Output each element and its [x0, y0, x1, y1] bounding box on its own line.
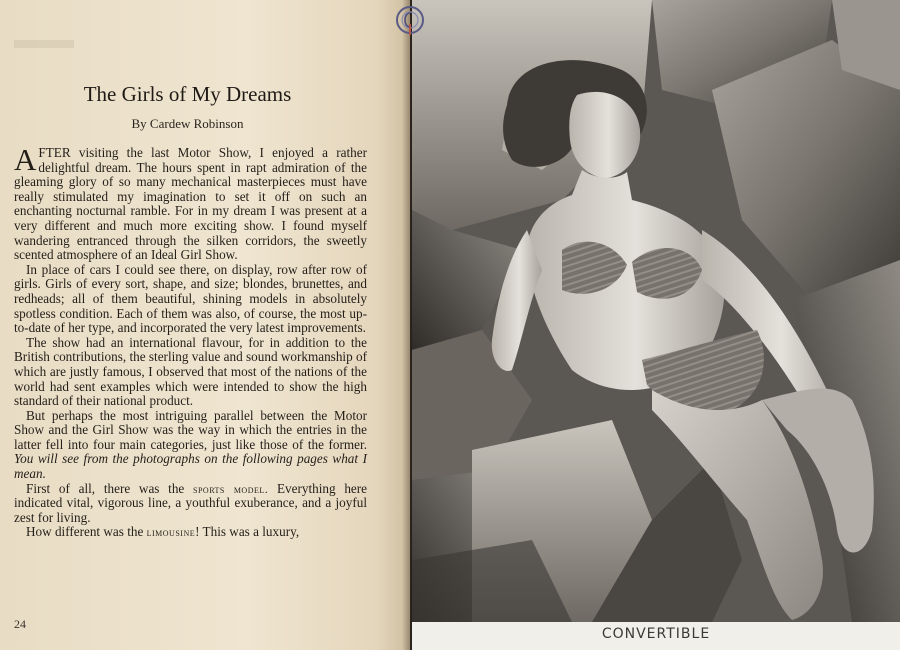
- paragraph-3: The show had an international flavour, for in addition to the British contributions, the sterling value and sound workmanship of which are justly famous, I observed that most of the nations of the world had sent examples which were intended to show the high standard of their national product.: [14, 334, 367, 409]
- sports-model-term: sports model.: [193, 481, 269, 496]
- paragraph-1-text: FTER visiting the last Motor Show, I enjoyed a rather delightful dream. The hours spent in rapt admiration of the gleaming glory of so many mechanical masterpieces must have really stimulated my imagination to set it off on such an enchanting nocturnal ramble. For in my dream I was present at a very different and much more exciting show. I found myself wandering entranced through the silken corridors, the sweetly scented atmosphere of an Ideal Girl Show.: [14, 145, 367, 263]
- paragraph-4-italic: You will see from the photographs on the following pages what I mean.: [14, 451, 367, 482]
- paragraph-5: [14, 482, 367, 526]
- right-page: [412, 0, 900, 650]
- stamp-icon: [394, 4, 426, 36]
- paragraph-5-after: Everything here indicated vital, vigorous line, a youthful exuberance, and a joyful zest for living.: [14, 480, 368, 525]
- paragraph-2: In place of cars I could see there, on display, row after row of girls. Girls of every sort, shape, and size; blondes, brunettes, and redheads; all of them beautiful, shining models in absolutely spotless condition. Each of them was also, of course, the most up-to-date of her type, and incorporated the very latest improvements.: [14, 261, 367, 336]
- show-through-text: [14, 40, 74, 48]
- article-body: [14, 142, 368, 540]
- paragraph-6: [14, 525, 367, 540]
- photo-caption: CONVERTIBLE: [601, 626, 711, 642]
- left-page: [0, 0, 410, 650]
- page-number: 24: [14, 617, 26, 631]
- article-title: The Girls of My Dreams: [83, 82, 292, 106]
- woman-in-bikini-on-rocks-photo: [412, 0, 900, 622]
- paragraph-4-text: But perhaps the most intriguing parallel between the Motor Show and the Girl Show was the way in which the entries in the latter fell into four main categories, just like those of the former.: [14, 407, 367, 452]
- article-byline: By Cardew Robinson: [131, 116, 244, 131]
- paragraph-6-after: ! This was a luxury,: [195, 524, 300, 540]
- limousine-term: limousine: [146, 525, 196, 540]
- paragraph-5-before: First of all, there was the: [26, 480, 185, 496]
- paragraph-1: [14, 142, 367, 263]
- paragraph-6-before: How different was the: [26, 524, 144, 540]
- drop-cap: A: [14, 142, 37, 177]
- paragraph-4: [14, 409, 367, 482]
